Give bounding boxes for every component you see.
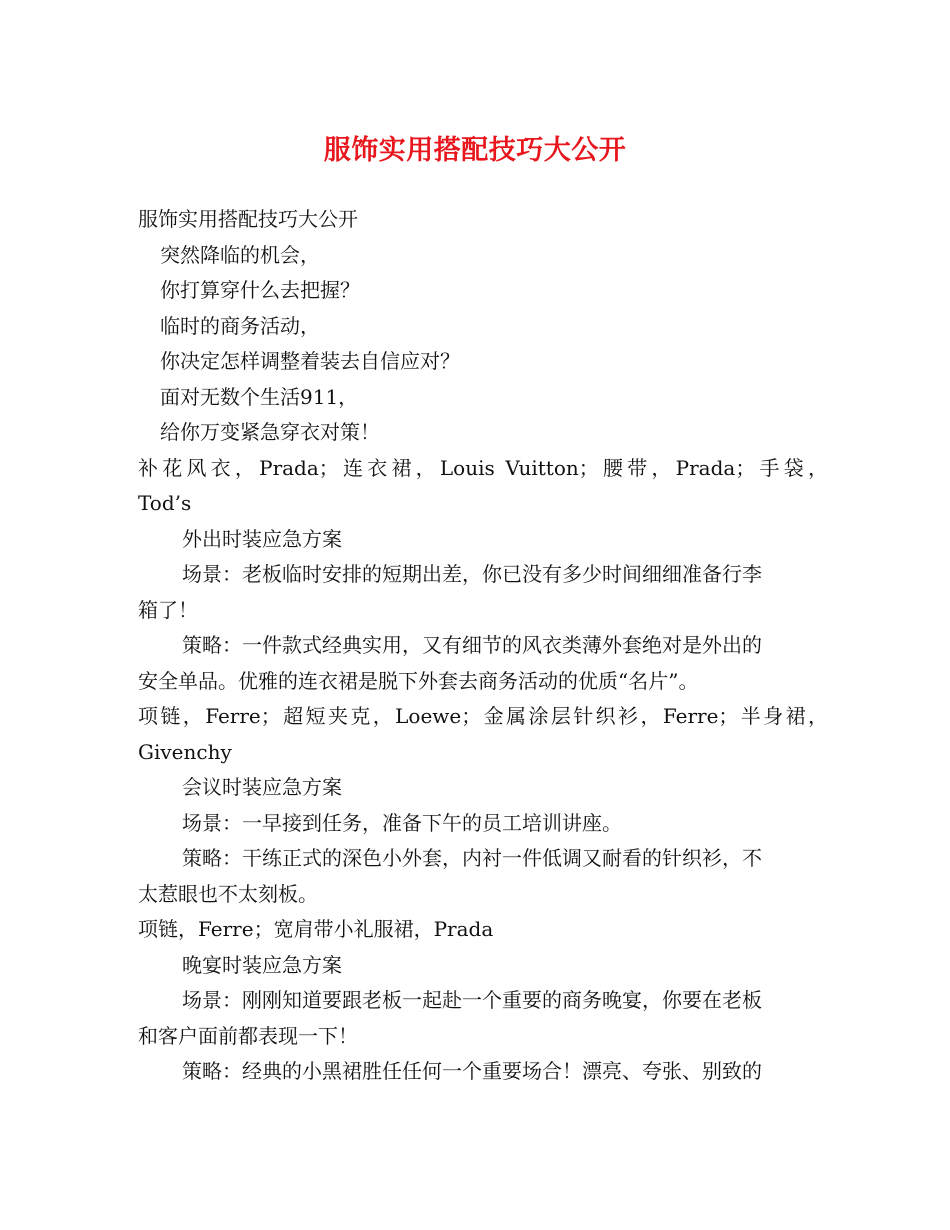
photo-caption-line: 项链，Ferre；宽肩带小礼服裙，Prada [138, 917, 494, 941]
intro-line: 临时的商务活动， [160, 313, 320, 338]
intro-line: 你打算穿什么去把握？ [160, 278, 360, 302]
section-heading: 晚宴时装应急方案 [182, 952, 342, 977]
paragraph-line: 场景：一早接到任务，准备下午的员工培训讲座。 [182, 810, 622, 835]
intro-line: 你决定怎样调整着装去自信应对？ [160, 349, 460, 373]
photo-caption-line: 项链，Ferre；超短夹克，Loewe；金属涂层针织衫，Ferre；半身裙， [138, 704, 828, 728]
intro-line: 突然降临的机会， [160, 242, 320, 267]
paragraph-line: 太惹眼也不太刻板。 [138, 881, 318, 906]
paragraph-line: 场景：刚刚知道要跟老板一起赴一个重要的商务晚宴，你要在老板 [182, 988, 762, 1012]
paragraph-line: 场景：老板临时安排的短期出差，你已没有多少时间细细准备行李 [182, 562, 762, 586]
paragraph-line: 安全单品。优雅的连衣裙是脱下外套去商务活动的优质“名片”。 [138, 668, 699, 693]
paragraph-line: 策略：干练正式的深色小外套，内衬一件低调又耐看的针织衫，不 [182, 846, 762, 870]
paragraph-line: 箱了！ [138, 597, 198, 622]
intro-line: 面对无数个生活911， [160, 384, 359, 409]
section-heading: 外出时装应急方案 [182, 526, 342, 551]
photo-caption-line: Givenchy [138, 739, 232, 764]
photo-caption-line: 补花风衣，Prada；连衣裙，Louis Vuitton；腰带，Prada；手袋， [138, 455, 828, 480]
photo-caption-line: Tod’s [138, 491, 192, 515]
paragraph-line: 和客户面前都表现一下！ [138, 1023, 358, 1048]
paragraph-line: 策略：经典的小黑裙胜任任何一个重要场合！漂亮、夸张、别致的 [182, 1059, 762, 1083]
document-body [138, 202, 828, 1090]
paragraph-line: 策略：一件款式经典实用，又有细节的风衣类薄外套绝对是外出的 [182, 633, 762, 657]
intro-line: 给你万变紧急穿衣对策！ [160, 420, 380, 444]
document-title: 服饰实用搭配技巧大公开 [323, 135, 627, 166]
intro-title-line: 服饰实用搭配技巧大公开 [138, 207, 358, 231]
section-heading: 会议时装应急方案 [182, 775, 342, 799]
